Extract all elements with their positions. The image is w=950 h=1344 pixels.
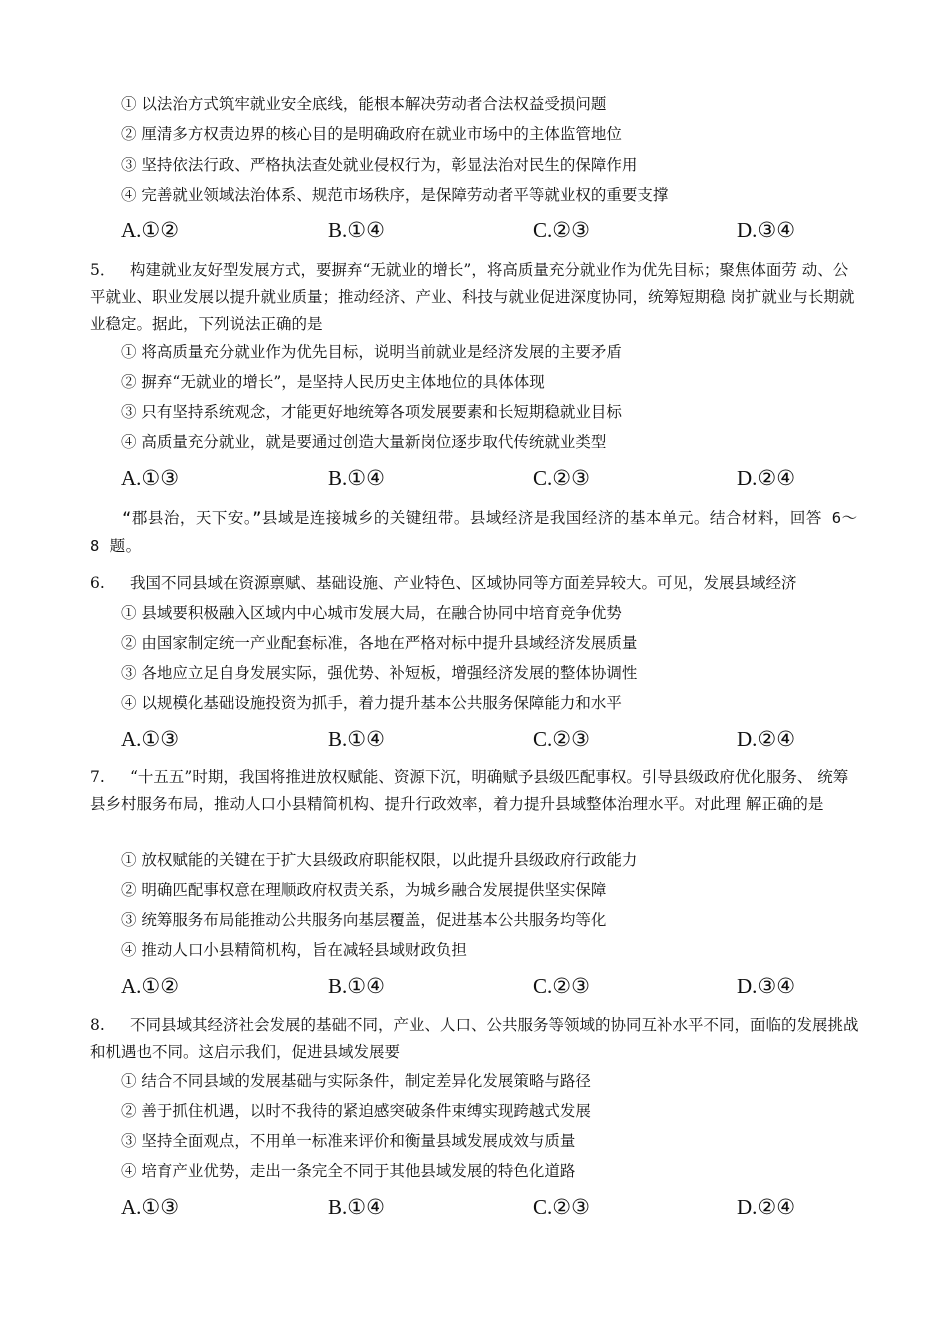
q4-answer-c[interactable]: C.②③ bbox=[533, 218, 590, 242]
q8-option-3: ③ 坚持全面观点，不用单一标准来评价和衡量县域发展成效与质量 bbox=[121, 1132, 576, 1150]
q4-answer-d[interactable]: D.③④ bbox=[737, 218, 796, 242]
q6-option-2: ② 由国家制定统一产业配套标准，各地在严格对标中提升县域经济发展质量 bbox=[121, 634, 638, 652]
material-intro: “郡县治，天下安。”县域是连接城乡的关键纽带。县域经济是我国经济的基本单元。结合材料，回答 6～8 题。 bbox=[90, 509, 858, 555]
q5-option-2: ② 摒弃“无就业的增长”，是坚持人民历史主体地位的具体体现 bbox=[121, 373, 545, 391]
q4-answer-a[interactable]: A.①② bbox=[121, 218, 180, 242]
q6-text: 我国不同县域在资源禀赋、基础设施、产业特色、区域协同等方面差异较大。可见，发展县域经济 bbox=[130, 574, 797, 592]
q5-option-4: ④ 高质量充分就业，就是要通过创造大量新岗位逐步取代传统就业类型 bbox=[121, 433, 607, 451]
q6-option-1: ① 县域要积极融入区域内中心城市发展大局，在融合协同中培育竞争优势 bbox=[121, 604, 622, 622]
q6-answer-a[interactable]: A.①③ bbox=[121, 727, 180, 751]
q7-option-4: ④ 推动人口小县精简机构，旨在减轻县域财政负担 bbox=[121, 941, 467, 959]
q5-answer-a[interactable]: A.①③ bbox=[121, 466, 180, 490]
q7-answer-d[interactable]: D.③④ bbox=[737, 974, 796, 998]
q8-answer-a[interactable]: A.①③ bbox=[121, 1195, 180, 1219]
q8-option-4: ④ 培育产业优势，走出一条完全不同于其他县域发展的特色化道路 bbox=[121, 1162, 576, 1180]
q4-option-1: ① 以法治方式筑牢就业安全底线，能根本解决劳动者合法权益受损问题 bbox=[121, 95, 607, 113]
q8-option-2: ② 善于抓住机遇，以时不我待的紧迫感突破条件束缚实现跨越式发展 bbox=[121, 1102, 591, 1120]
q6-answer-d[interactable]: D.②④ bbox=[737, 727, 796, 751]
q5-option-3: ③ 只有坚持系统观念，才能更好地统筹各项发展要素和长短期稳就业目标 bbox=[121, 403, 622, 421]
q4-option-4: ④ 完善就业领域法治体系、规范市场秩序，是保障劳动者平等就业权的重要支撑 bbox=[121, 186, 669, 204]
q6-stem bbox=[90, 573, 797, 593]
q7-answer-c[interactable]: C.②③ bbox=[533, 974, 590, 998]
q7-option-2: ② 明确匹配事权意在理顺政府权责关系，为城乡融合发展提供坚实保障 bbox=[121, 881, 607, 899]
q7-option-3: ③ 统筹服务布局能推动公共服务向基层覆盖，促进基本公共服务均等化 bbox=[121, 911, 607, 929]
q5-answer-d[interactable]: D.②④ bbox=[737, 466, 796, 490]
q5-answer-b[interactable]: B.①④ bbox=[328, 466, 385, 490]
q7-number: 7. bbox=[90, 768, 105, 786]
q5-stem bbox=[90, 257, 862, 338]
q7-stem bbox=[90, 764, 862, 818]
q7-answer-b[interactable]: B.①④ bbox=[328, 974, 385, 998]
q4-option-2: ② 厘清多方权责边界的核心目的是明确政府在就业市场中的主体监管地位 bbox=[121, 125, 622, 143]
q5-text: 构建就业友好型发展方式，要摒弃“无就业的增长”，将高质量充分就业作为优先目标；聚焦体面劳 动、公平就业、职业发展以提升就业质量；推动经济、产业、科技与就业促进深度协同，统筹短期稳 岗扩就业与长期就业稳定。据此，下列说法正确的是 bbox=[90, 261, 855, 333]
q5-option-1: ① 将高质量充分就业作为优先目标，说明当前就业是经济发展的主要矛盾 bbox=[121, 343, 622, 361]
q4-answer-b[interactable]: B.①④ bbox=[328, 218, 385, 242]
q8-stem bbox=[90, 1012, 862, 1066]
q6-number: 6. bbox=[90, 574, 105, 592]
q8-answer-choices bbox=[121, 1195, 841, 1223]
q4-answer-choices bbox=[121, 218, 841, 246]
q6-option-3: ③ 各地应立足自身发展实际，强优势、补短板，增强经济发展的整体协调性 bbox=[121, 664, 638, 682]
q8-answer-d[interactable]: D.②④ bbox=[737, 1195, 796, 1219]
q8-number: 8. bbox=[90, 1016, 105, 1034]
q4-option-3: ③ 坚持依法行政、严格执法查处就业侵权行为，彰显法治对民生的保障作用 bbox=[121, 156, 638, 174]
q8-text: 不同县域其经济社会发展的基础不同，产业、人口、公共服务等领域的协同互补水平不同，面临的发展挑战和机遇也不同。这启示我们，促进县域发展要 bbox=[90, 1016, 859, 1061]
q8-answer-b[interactable]: B.①④ bbox=[328, 1195, 385, 1219]
q5-number: 5． bbox=[90, 261, 116, 279]
q7-option-1: ① 放权赋能的关键在于扩大县级政府职能权限，以此提升县级政府行政能力 bbox=[121, 851, 638, 869]
q7-answer-choices bbox=[121, 974, 841, 1002]
q7-text: “十五五”时期，我国将推进放权赋能、资源下沉，明确赋予县级匹配事权。引导县级政府优化服务、 统筹县乡村服务布局，推动人口小县精简机构、提升行政效率，着力提升县域整体治理水平。对此理 解正确的是 bbox=[90, 768, 849, 813]
q7-answer-a[interactable]: A.①② bbox=[121, 974, 180, 998]
q6-answer-c[interactable]: C.②③ bbox=[533, 727, 590, 751]
q6-answer-b[interactable]: B.①④ bbox=[328, 727, 385, 751]
q6-answer-choices bbox=[121, 727, 841, 755]
q5-answer-c[interactable]: C.②③ bbox=[533, 466, 590, 490]
q5-answer-choices bbox=[121, 466, 841, 494]
q6-option-4: ④ 以规模化基础设施投资为抓手，着力提升基本公共服务保障能力和水平 bbox=[121, 694, 622, 712]
q8-option-1: ① 结合不同县域的发展基础与实际条件，制定差异化发展策略与路径 bbox=[121, 1072, 591, 1090]
q8-answer-c[interactable]: C.②③ bbox=[533, 1195, 590, 1219]
